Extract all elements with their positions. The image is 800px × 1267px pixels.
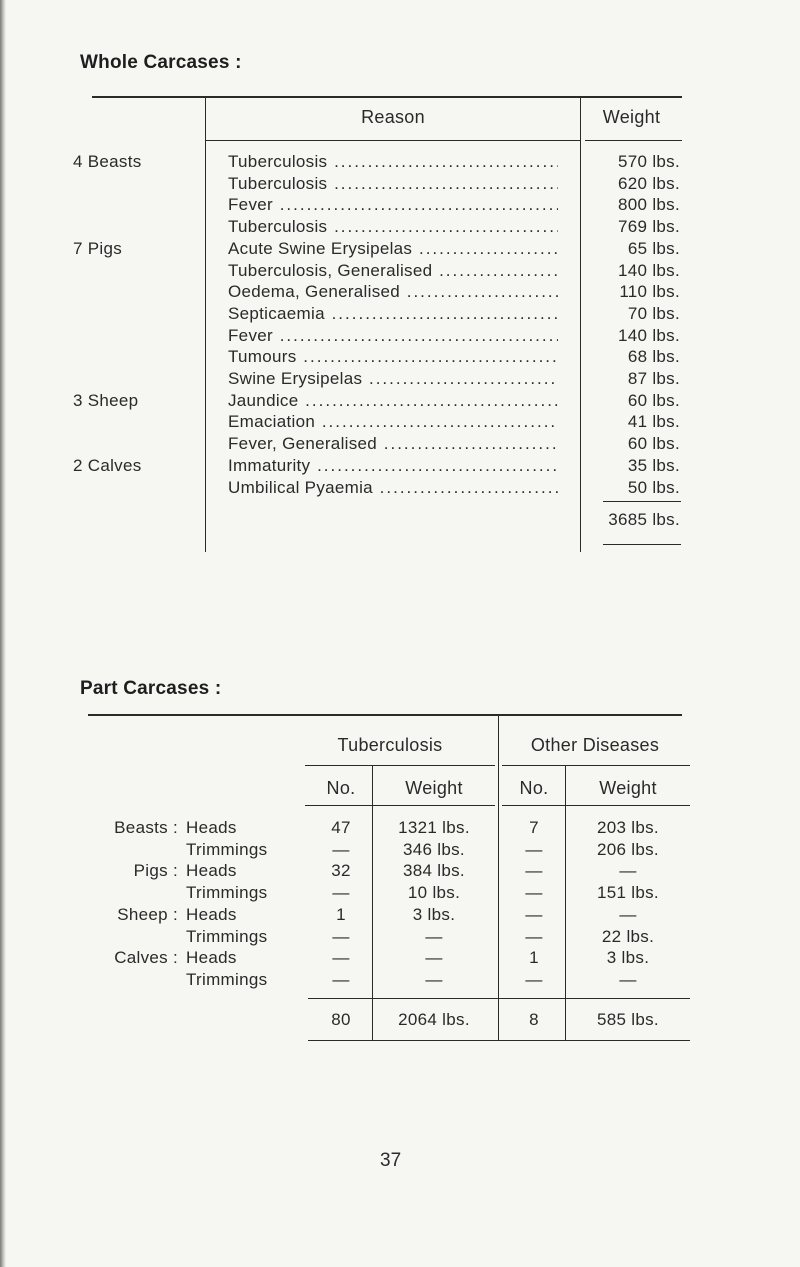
whole-row-reason: Tuberculosis ..... bbox=[228, 152, 558, 172]
part-row-part: Heads bbox=[186, 904, 237, 924]
whole-total-rule-bottom bbox=[603, 544, 681, 545]
part-row-tb-no: — bbox=[332, 948, 350, 968]
part-row-tb-weight: — bbox=[425, 948, 443, 968]
part-row-tb-weight: 1321 lbs. bbox=[398, 818, 470, 837]
part-row-od-weight: 22 lbs. bbox=[601, 926, 655, 946]
whole-row-reason: Septicaemia ..... bbox=[228, 304, 558, 324]
part-row-tb-weight: 10 lbs. bbox=[407, 883, 461, 903]
part-row-tb-no: 47 bbox=[331, 818, 351, 837]
whole-row-reason: Swine Erysipelas ..... bbox=[228, 369, 558, 389]
whole-row-weight: 70 lbs. bbox=[627, 303, 680, 323]
whole-group-calves: 2 Calves bbox=[73, 456, 142, 475]
part-total-rule-top bbox=[308, 998, 690, 999]
whole-row-reason: Oedema, Generalised ..... bbox=[228, 282, 558, 302]
whole-group-pigs: 7 Pigs bbox=[73, 239, 123, 258]
part-row-part: Heads bbox=[186, 861, 237, 881]
part-row-tb-no: — bbox=[332, 969, 350, 989]
part-row-animal: Calves : bbox=[114, 948, 178, 968]
whole-row-reason: Jaundice ..... bbox=[228, 391, 558, 411]
part-row-od-no: 7 bbox=[529, 818, 539, 837]
part-row-od-no: — bbox=[525, 883, 543, 903]
whole-row-weight: 50 lbs. bbox=[627, 477, 680, 497]
part-row-tb-no: 32 bbox=[331, 861, 351, 881]
whole-row-weight: 35 lbs. bbox=[627, 455, 680, 475]
whole-carcases-heading: Whole Carcases : bbox=[80, 52, 242, 73]
part-col-tuberculosis: Tuberculosis bbox=[337, 735, 443, 755]
part-row-animal: Sheep : bbox=[117, 904, 178, 924]
whole-row-weight: 769 lbs. bbox=[618, 217, 680, 237]
whole-table-divider-left bbox=[205, 97, 206, 552]
whole-row-weight: 140 lbs. bbox=[618, 325, 680, 345]
part-total-tb-no: 80 bbox=[331, 1010, 351, 1029]
part-total-rule-bottom bbox=[308, 1040, 690, 1041]
whole-col-reason: Reason bbox=[361, 107, 425, 127]
whole-row-weight: 60 lbs. bbox=[627, 390, 680, 410]
whole-row-weight: 800 lbs. bbox=[618, 195, 680, 215]
part-row-tb-no: — bbox=[332, 883, 350, 903]
part-row-od-weight: 3 lbs. bbox=[606, 948, 650, 968]
part-sub-od-no: No. bbox=[519, 778, 549, 798]
part-row-tb-no: — bbox=[332, 839, 350, 859]
whole-row-reason: Immaturity ..... bbox=[228, 456, 558, 476]
whole-row-weight: 110 lbs. bbox=[619, 282, 680, 302]
part-row-od-weight: 206 lbs. bbox=[597, 839, 659, 859]
part-row-part: Trimmings bbox=[186, 926, 268, 946]
part-sub-od-weight: Weight bbox=[599, 778, 657, 798]
whole-total-weight: 3685 lbs. bbox=[608, 510, 680, 529]
whole-row-reason: Emaciation ..... bbox=[228, 412, 558, 432]
part-row-tb-weight: — bbox=[425, 969, 443, 989]
part-sub-tb-weight: Weight bbox=[405, 778, 463, 798]
part-row-od-no: — bbox=[525, 861, 543, 881]
part-row-tb-weight: 3 lbs. bbox=[412, 904, 456, 924]
whole-col-weight: Weight bbox=[602, 107, 661, 127]
part-row-tb-no: — bbox=[332, 926, 350, 946]
part-row-tb-no: 1 bbox=[336, 904, 346, 924]
part-row-animal: Pigs : bbox=[133, 861, 178, 881]
whole-reason-header-rule bbox=[205, 140, 581, 141]
part-row-od-no: — bbox=[525, 969, 543, 989]
part-row-od-weight: — bbox=[619, 969, 637, 989]
whole-row-reason: Tuberculosis ..... bbox=[228, 217, 558, 237]
part-row-animal: Beasts : bbox=[114, 818, 178, 837]
page-number: 37 bbox=[380, 1150, 402, 1171]
whole-row-weight: 60 lbs. bbox=[627, 434, 680, 454]
whole-row-reason: Fever, Generalised ..... bbox=[228, 434, 558, 454]
part-row-tb-weight: 384 lbs. bbox=[403, 861, 465, 881]
whole-row-reason: Umbilical Pyaemia ..... bbox=[228, 478, 558, 498]
part-tb-od-divider bbox=[498, 715, 499, 1040]
part-row-od-no: — bbox=[525, 904, 543, 924]
whole-row-reason: Acute Swine Erysipelas ..... bbox=[228, 239, 558, 259]
whole-row-weight: 570 lbs. bbox=[618, 152, 680, 171]
whole-weight-header-rule bbox=[585, 140, 682, 141]
part-row-od-weight: 203 lbs. bbox=[597, 818, 659, 837]
part-row-part: Heads bbox=[186, 818, 237, 837]
part-tb-sub-rule bbox=[305, 805, 495, 806]
whole-group-sheep: 3 Sheep bbox=[73, 391, 139, 410]
whole-row-reason: Fever ..... bbox=[228, 195, 558, 215]
part-row-od-no: — bbox=[525, 839, 543, 859]
whole-row-weight: 87 lbs. bbox=[627, 369, 680, 388]
whole-table-top-rule bbox=[92, 96, 682, 98]
whole-row-weight: 620 lbs. bbox=[618, 173, 680, 193]
part-row-part: Trimmings bbox=[186, 883, 268, 903]
part-row-part: Heads bbox=[186, 948, 237, 968]
whole-row-weight: 140 lbs. bbox=[618, 260, 680, 280]
part-row-od-weight: — bbox=[619, 861, 637, 881]
page-binding-edge bbox=[0, 0, 6, 1267]
whole-row-reason: Fever ..... bbox=[228, 326, 558, 346]
whole-row-reason: Tuberculosis, Generalised ..... bbox=[228, 261, 558, 281]
part-total-od-no: 8 bbox=[529, 1010, 539, 1029]
whole-row-weight: 68 lbs. bbox=[627, 347, 680, 367]
part-table-top-rule bbox=[88, 714, 682, 716]
part-total-tb-weight: 2064 lbs. bbox=[398, 1010, 470, 1029]
part-carcases-heading: Part Carcases : bbox=[80, 678, 222, 699]
whole-total-rule-top bbox=[603, 501, 681, 502]
part-od-sub-rule bbox=[502, 805, 690, 806]
part-row-part: Trimmings bbox=[186, 839, 268, 859]
whole-row-weight: 65 lbs. bbox=[627, 238, 680, 258]
part-row-od-weight: 151 lbs. bbox=[597, 883, 659, 903]
part-sub-tb-no: No. bbox=[326, 778, 356, 798]
part-total-od-weight: 585 lbs. bbox=[597, 1010, 659, 1029]
whole-group-beasts: 4 Beasts bbox=[73, 152, 142, 171]
part-row-tb-weight: 346 lbs. bbox=[403, 839, 465, 859]
part-tb-header-rule bbox=[305, 765, 495, 766]
part-row-od-no: 1 bbox=[529, 948, 539, 968]
whole-row-weight: 41 lbs. bbox=[627, 412, 680, 432]
whole-row-reason: Tuberculosis ..... bbox=[228, 174, 558, 194]
part-od-header-rule bbox=[502, 765, 690, 766]
part-row-od-no: — bbox=[525, 926, 543, 946]
whole-row-reason: Tumours ..... bbox=[228, 347, 558, 367]
part-row-part: Trimmings bbox=[186, 969, 268, 989]
part-row-tb-weight: — bbox=[425, 926, 443, 946]
part-col-other-diseases: Other Diseases bbox=[530, 735, 660, 755]
part-row-od-weight: — bbox=[619, 904, 637, 924]
